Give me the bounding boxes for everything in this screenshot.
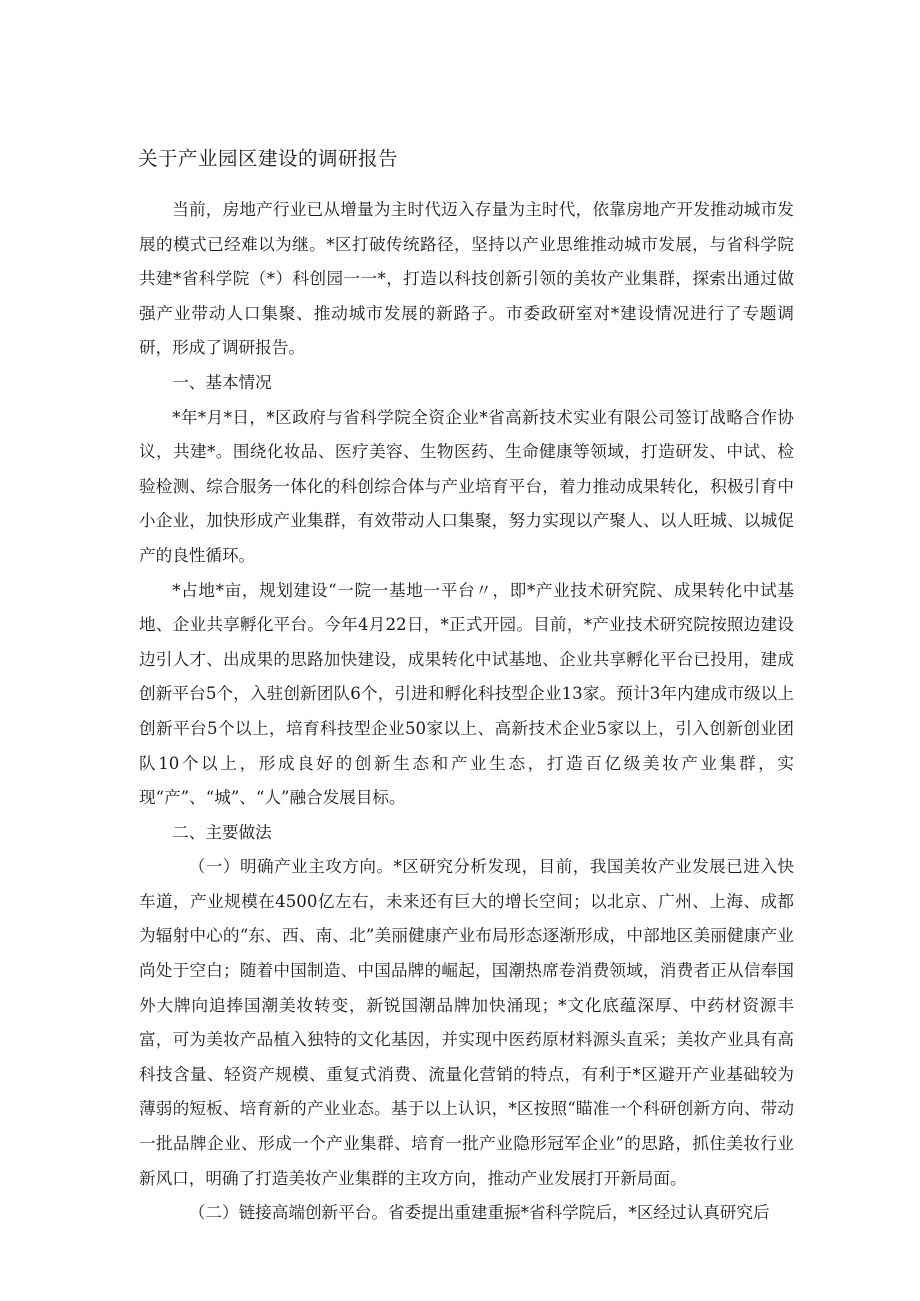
basic-paragraph-2: *占地*亩，规划建设“一院一基地一平台〃，即*产业技术研究院、成果转化中试基地、企业共享孵化平台。今年4月22日，*正式开园。目前，*产业技术研究院按照边建设边引人才、出成果的思路加快建设，成果转化中试基地、企业共享孵化平台已投用，建成创新平台5个，入驻创新团队6个，引进和孵化科技型企业13家。预计3年内建成市级以上创新平台5个以上，培育科技型企业50家以上、高新技术企业5家以上，引入创新创业团队10个以上，形成良好的创新生态和产业生态，打造百亿级美妆产业集群，实现“产”、“城”、“人”融合发展目标。 xyxy=(139,580,794,808)
document-title: 关于产业园区建设的调研报告 xyxy=(138,147,399,170)
basic-paragraph-1: *年*月*日，*区政府与省科学院全资企业*省高新技术实业有限公司签订战略合作协议，共建*。围绕化妆品、医疗美容、生物医药、生命健康等领域，打造研发、中试、检验检测、综合服务一体化的科创综合体与产业培育平台，着力推动成果转化，积极引育中小企业，加快形成产业集群，有效带动人口集聚，努力实现以产聚人、以人旺城、以城促产的良性循环。 xyxy=(139,407,794,565)
section-heading-basic: 一、基本情况 xyxy=(172,372,272,392)
section-heading-measures: 二、主要做法 xyxy=(172,822,272,842)
intro-paragraph: 当前，房地产行业已从增量为主时代迈入存量为主时代，依靠房地产开发推动城市发展的模式已经难以为继。*区打破传统路径，坚持以产业思维推动城市发展，与省科学院共建*省科学院（*）科创园一一*，打造以科技创新引领的美妆产业集群，探索出通过做强产业带动人口集聚、推动城市发展的新路子。市委政研室对*建设情况进行了专题调研，形成了调研报告。 xyxy=(139,200,794,358)
measures-paragraph-1: （一）明确产业主攻方向。*区研究分析发现，目前，我国美妆产业发展已进入快车道，产业规模在4500亿左右，未来还有巨大的增长空间；以北京、广州、上海、成都为辐射中心的“东、西、南、北”美丽健康产业布局形态逐渐形成，中部地区美丽健康产业尚处于空白；随着中国制造、中国品牌的崛起，国潮热席卷消费领域，消费者正从信奉国外大牌向追捧国潮美妆转变，新锐国潮品牌加快涌现；*文化底蕴深厚、中药材资源丰富，可为美妆产品植入独特的文化基因，并实现中医药原材料源头直采；美妆产业具有高科技含量、轻资产规模、重复式消费、流量化营销的特点，有利于*区避开产业基础较为薄弱的短板、培育新的产业业态。基于以上认识，*区按照“瞄准一个科研创新方向、带动一批品牌企业、形成一个产业集群、培育一批产业隐形冠军企业”的思路，抓住美妆行业新风口，明确了打造美妆产业集群的主攻方向，推动产业发展打开新局面。 xyxy=(139,857,794,1188)
document-body xyxy=(139,193,794,1231)
measures-paragraph-2: （二）链接高端创新平台。省委提出重建重振*省科学院后，*区经过认真研究后 xyxy=(188,1203,770,1223)
